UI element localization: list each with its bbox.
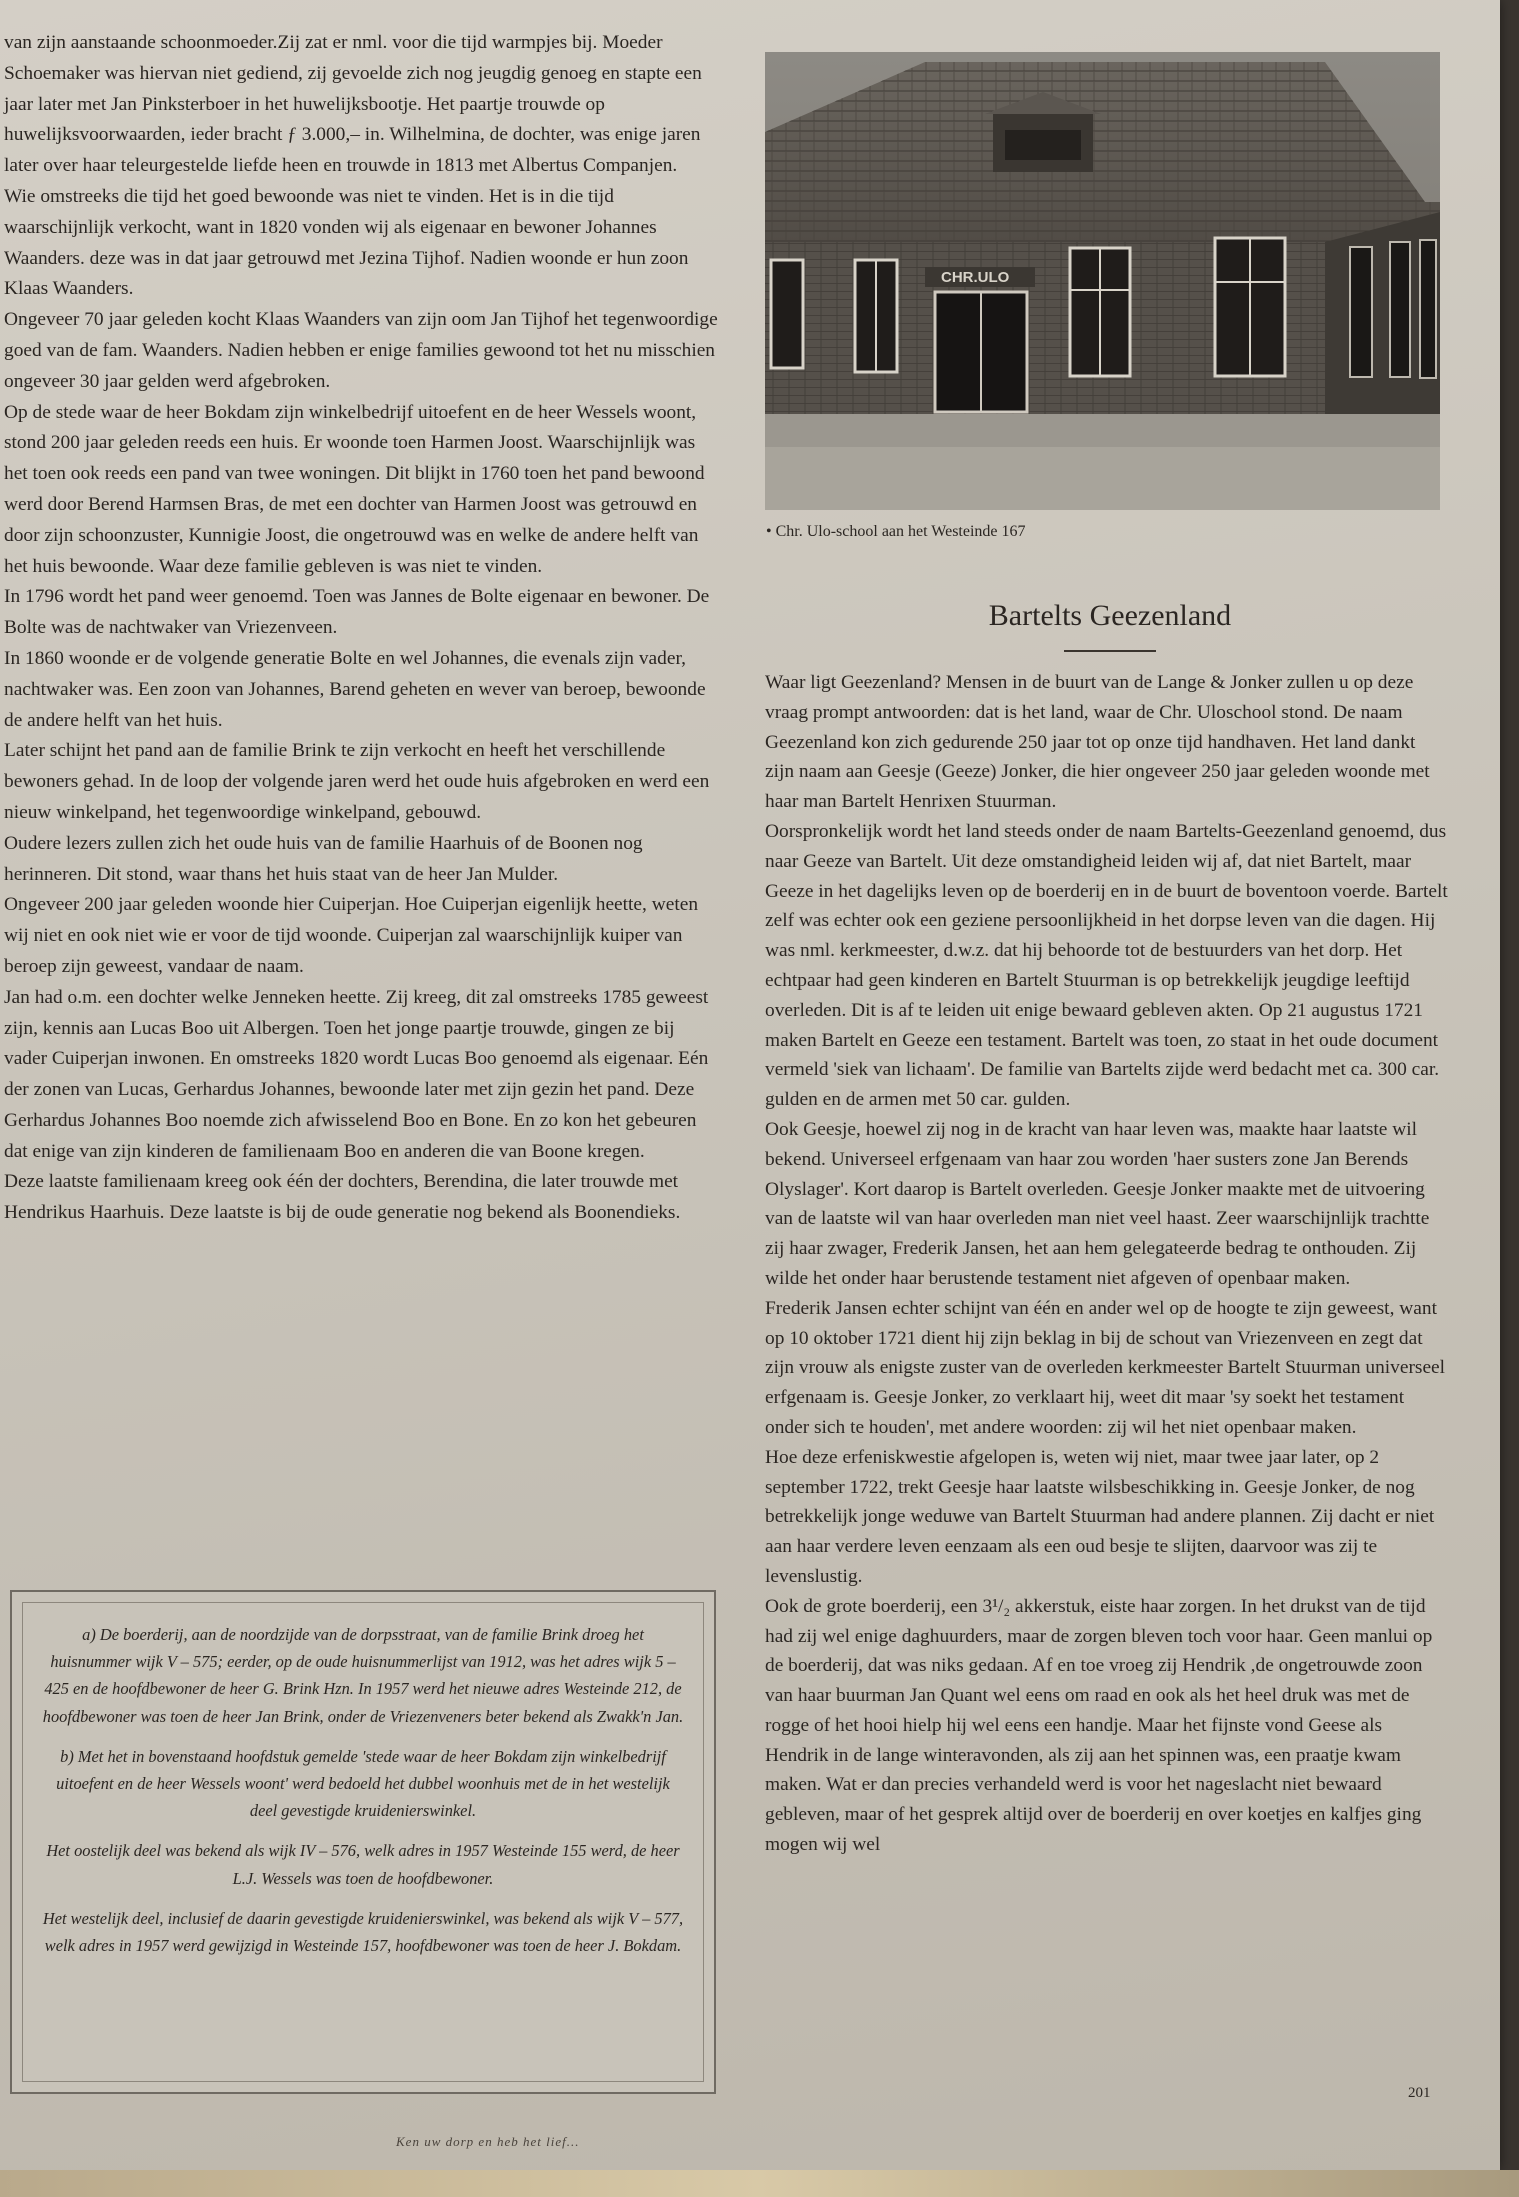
notes-box (10, 1590, 716, 2094)
paragraph: Ook de grote boerderij, een 3¹/₂ akkerstuk, eiste haar zorgen. In het drukst van de tijd had zij wel enige daghuurders, maar de zorgen bleven toch voor haar. Geen manlui op de boerderij, dat was niks gedaan. Af en toe vroeg zij Hendrik ,de ongetrouwde zoon van haar buurman Jan Quant wel eens om raad en ook als het heel druk was met de rogge of het hooi hielp hij wel eens een handje. Maar het fijnste vond Geese als Hendrik in de lange winteravonden, als zij aan het spinnen was, een praatje kwam maken. Wat er dan precies verhandeld werd is voor het nageslacht niet bewaard gebleven, maar of het gesprek altijd over de boerderij en over koetjes en kalfjes ging mogen wij wel (765, 1595, 1433, 1856)
paragraph: Later schijnt het pand aan de familie Brink te zijn verkocht en heeft het verschillende bewoners gehad. In de loop der volgende jaren werd het oude huis afgebroken en werd een nieuw winkelpand, het tegenwoordige winkelpand, gebouwd. (4, 740, 710, 823)
paragraph: Waar ligt Geezenland? Mensen in de buurt van de Lange & Jonker zullen u op deze vraag prompt antwoorden: dat is het land, waar de Chr. Uloschool stond. De naam Geezenland kon zich gedurende 250 jaar tot op onze tijd handhaven. Het land dankt zijn naam aan Geesje (Geeze) Jonker, die hier ongeveer 250 jaar geleden woonde met haar man Bartelt Henrixen Stuurman. (765, 672, 1430, 813)
paragraph: Deze laatste familienaam kreeg ook één der dochters, Berendina, die later trouwde met Hendrikus Haarhuis. Deze laatste is bij de oude generatie nog bekend als Boonendieks. (4, 1171, 681, 1224)
paragraph: Ook Geesje, hoewel zij nog in de kracht van haar leven was, maakte haar laatste wil bekend. Universeel erfgenaam van haar zou worden 'haer susters zone Jan Berends Olyslager'. Kort daarop is Bartelt overleden. Geesje Jonker maakte met de uitvoering van de laatste wil van haar overleden man niet veel haast. Zeer waarschijnlijk trachtte zij haar zwager, Frederik Jansen, het aan hem gelegateerde bedrag te onthouden. Zij wilde het onder haar berustende testament niet afgeven of openbaar maken. (765, 1118, 1430, 1289)
note: Het oostelijk deel was bekend als wijk IV – 576, welk adres in 1957 Westeinde 155 werd, de heer L.J. Wessels was toen de hoofdbewoner. (46, 1841, 680, 1888)
section-title: Bartelts Geezenland (988, 599, 1232, 632)
left-text-column (4, 28, 720, 1229)
paragraph: Oorspronkelijk wordt het land steeds onder de naam Bartelts-Geezenland genoemd, dus naar Geeze van Bartelt. Uit deze omstandigheid leiden wij af, dat niet Bartelt, maar Geeze in het dagelijks leven op de boerderij en in de buurt de boventoon voerde. Bartelt zelf was echter ook een geziene persoonlijkheid in het dorpse leven van die dagen. Hij was nml. kerkmeester, d.w.z. dat hij behoorde tot de bestuurders van het dorp. Het echtpaar had geen kinderen en Bartelt Stuurman is op betrekkelijk jeugdige leeftijd overleden. Dit is af te leiden uit enige bewaard gebleven akten. Op 21 augustus 1721 maken Bartelt en Geeze een testament. Bartelt was toen, zo staat in het oude document vermeld 'siek van lichaam'. De familie van Bartelts zijde werd bedacht met ca. 300 car. gulden en de armen met 50 car. gulden. (765, 820, 1448, 1111)
school-photo (765, 52, 1440, 510)
notes-frame (22, 1602, 704, 2082)
paragraph: Ongeveer 200 jaar geleden woonde hier Cuiperjan. Hoe Cuiperjan eigenlijk heette, weten wij niet en ook niet wie er voor de tijd woonde. Cuiperjan zal waarschijnlijk kuiper van beroep zijn geweest, vandaar de naam. (4, 894, 699, 977)
background-surface (0, 2170, 1519, 2197)
note: a) De boerderij, aan de noordzijde van de dorpsstraat, van de familie Brink droeg het huisnummer wijk V – 575; eerder, op de oude huisnummerlijst van 1912, was het adres wijk 5 – 425 en de hoofdbewoner de heer G. Brink Hzn. In 1957 werd het nieuwe adres Westeinde 212, de hoofdbewoner was toen de heer Jan Brink, onder de Vriezenveners beter bekend als Zwakk'n Jan. (42, 1625, 684, 1726)
paragraph: van zijn aanstaande schoonmoeder.Zij zat er nml. voor die tijd warmpjes bij. Moeder Schoemaker was hiervan niet gediend, zij gevoelde zich nog jeugdig genoeg en stapte een jaar later met Jan Pinksterboer in het huwelijksbootje. Het paartje trouwde op huwelijksvoorwaarden, ieder bracht ƒ 3.000,– in. Wilhelmina, de dochter, was enige jaren later over haar teleurgestelde liefde heen en trouwde in 1813 met Albertus Companjen. (4, 32, 702, 177)
school-building-image (765, 52, 1440, 510)
page-number: 201 (1408, 2085, 1431, 2101)
page-footer: Ken uw dorp en heb het lief... (396, 2134, 580, 2149)
paragraph: Hoe deze erfeniskwestie afgelopen is, weten wij niet, maar twee jaar later, op 2 september 1722, trekt Geesje haar laatste wilsbeschikking in. Geesje Jonker, de nog betrekkelijk jonge weduwe van Bartelt Stuurman had andere plannen. Zij dacht er niet aan haar verdere leven eenzaam als een oud besje te slijten, daarvoor was zij te levenslustig. (765, 1446, 1435, 1587)
paragraph: Op de stede waar de heer Bokdam zijn winkelbedrijf uitoefent en de heer Wessels woont, stond 200 jaar geleden reeds een huis. Er woonde toen Harmen Joost. Waarschijnlijk was het toen ook reeds een pand van twee woningen. Dit blijkt in 1760 toen het pand bewoond werd door Berend Harmsen Bras, de met een dochter van Harmen Joost was getrouwd en door zijn schoonzuster, Kunnigie Joost, die ongetrouwd was en welke de andere helft van het huis bewoonde. Waar deze familie gebleven is was niet te vinden. (4, 401, 705, 577)
paragraph: In 1796 wordt het pand weer genoemd. Toen was Jannes de Bolte eigenaar en bewoner. De Bolte was de nachtwaker van Vriezenveen. (4, 586, 710, 639)
right-text-column (765, 668, 1449, 1860)
paragraph: Oudere lezers zullen zich het oude huis van de familie Haarhuis of de Boonen nog herinneren. Dit stond, waar thans het huis staat van de heer Jan Mulder. (4, 832, 643, 885)
note: Het westelijk deel, inclusief de daarin gevestigde kruidenierswinkel, was bekend als wijk V – 577, welk adres in 1957 werd gewijzigd in Westeinde 157, hoofdbewoner was toen de heer J. Bokdam. (42, 1908, 684, 1956)
photo-caption: • Chr. Ulo-school aan het Westeinde 167 (766, 523, 1026, 540)
paragraph: Jan had o.m. een dochter welke Jenneken heette. Zij kreeg, dit zal omstreeks 1785 geweest zijn, kennis aan Lucas Boo uit Albergen. Toen het jonge paartje trouwde, gingen ze bij vader Cuiperjan inwonen. En omstreeks 1820 wordt Lucas Boo genoemd als eigenaar. Eén der zonen van Lucas, Gerhardus Johannes, bewoonde later met zijn gezin het pand. Deze Gerhardus Johannes Boo noemde zich afwisselend Boo en Bone. En zo kon het gebeuren dat enige van zijn kinderen de familienaam Boo en anderen die van Boone kregen. (4, 986, 709, 1162)
note: b) Met het in bovenstaand hoofdstuk gemelde 'stede waar de heer Bokdam zijn winkelbedrijf uitoefent en de heer Wessels woont' werd bedoeld het dubbel woonhuis met de in het westelijk deel gevestigde kruidenierswinkel. (56, 1746, 670, 1821)
paragraph: Frederik Jansen echter schijnt van één en ander wel op de hoogte te zijn geweest, want op 10 oktober 1721 dient hij zijn beklag in bij de schout van Vriezenveen en zegt dat zijn vrouw als enigste zuster van de overleden kerkmeester Bartelt Stuurman universeel erfgenaam is. Geesje Jonker, zo verklaart hij, weet dit maar 'sy soekt het testament onder sich te houden', met andere woorden: zij wil het niet openbaar maken. (765, 1297, 1446, 1438)
paragraph: In 1860 woonde er de volgende generatie Bolte en wel Johannes, die evenals zijn vader, nachtwaker was. Een zoon van Johannes, Barend geheten en wever van beroep, bewoonde de andere helft van het huis. (4, 647, 706, 731)
school-sign: CHR.ULO (941, 269, 1010, 286)
title-divider (1064, 650, 1156, 652)
paragraph: Ongeveer 70 jaar geleden kocht Klaas Waanders van zijn oom Jan Tijhof het tegenwoordige goed van de fam. Waanders. Nadien hebben er enige families gewoond tot het nu misschien ongeveer 30 jaar gelden werd afgebroken. (4, 309, 718, 392)
paragraph: Wie omstreeks die tijd het goed bewoonde was niet te vinden. Het is in die tijd waarschijnlijk verkocht, want in 1820 vonden wij als eigenaar en bewoner Johannes Waanders. deze was in dat jaar getrouwd met Jezina Tijhof. Nadien woonde er hun zoon Klaas Waanders. (4, 185, 689, 300)
